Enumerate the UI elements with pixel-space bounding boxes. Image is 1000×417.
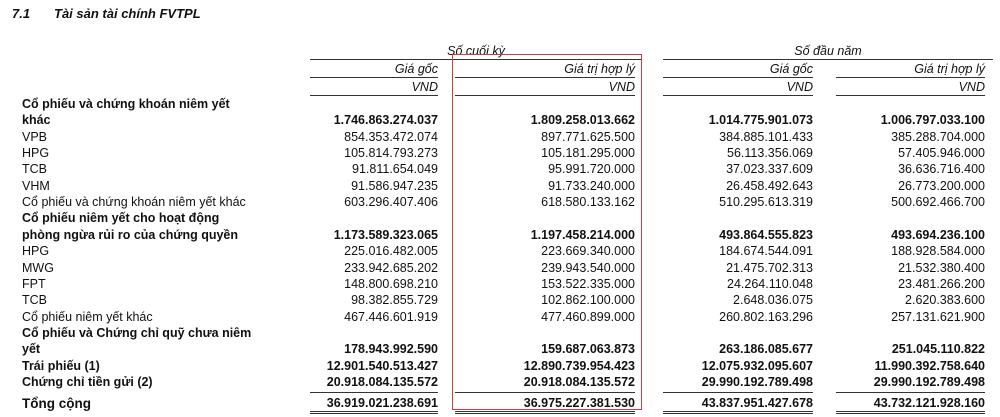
cell-end-cost: 91.586.947.235 — [351, 178, 438, 193]
cell-end-fair-value: 1.809.258.013.662 — [530, 113, 635, 128]
col-underline — [455, 77, 635, 78]
cell-end-fair-value: 239.943.540.000 — [541, 260, 635, 275]
table-row — [0, 229, 1000, 242]
group-underline-start — [663, 59, 993, 60]
row-label: Chứng chỉ tiền gửi (2) — [22, 374, 153, 389]
unit-underline — [455, 95, 635, 96]
cell-start-cost: 29.990.192.789.498 — [701, 374, 813, 389]
cell-start-cost: 1.014.775.901.073 — [708, 113, 813, 128]
cell-end-fair-value: 897.771.625.500 — [541, 129, 635, 144]
total-top-rule — [663, 392, 813, 393]
table-row — [0, 196, 1000, 209]
cell-start-fair-value: 36.636.716.400 — [898, 162, 985, 177]
row-label: yết — [22, 342, 41, 357]
total-label: Tổng cộng — [22, 396, 91, 411]
table-row — [0, 212, 1000, 225]
cell-end-cost: 178.943.992.590 — [344, 342, 438, 357]
col-header-end-fair-value: Giá trị hợp lý — [564, 62, 635, 76]
table-row — [0, 343, 1000, 356]
col-underline — [310, 77, 438, 78]
cell-start-cost: 510.295.613.319 — [719, 195, 813, 210]
cell-start-cost: 21.475.702.313 — [726, 260, 813, 275]
col-header-start-cost: Giá gốc — [769, 62, 813, 76]
cell-end-cost: 225.016.482.005 — [344, 244, 438, 259]
cell-start-cost: 24.264.110.048 — [727, 276, 813, 291]
table-row — [0, 294, 1000, 307]
col-underline — [663, 77, 813, 78]
cell-end-fair-value: 12.890.739.954.423 — [523, 358, 635, 373]
cell-start-fair-value: 1.006.797.033.100 — [880, 113, 985, 128]
cell-end-fair-value: 95.991.720.000 — [548, 162, 635, 177]
unit-label: VND — [608, 80, 635, 94]
cell-start-cost: 37.023.337.609 — [726, 162, 813, 177]
unit-underline — [836, 95, 985, 96]
row-label: phòng ngừa rủi ro của chứng quyền — [22, 227, 239, 242]
table-row — [0, 114, 1000, 127]
cell-start-fair-value: 11.990.392.758.640 — [874, 358, 985, 373]
section-heading — [12, 6, 201, 21]
row-label: HPG — [22, 244, 50, 259]
cell-end-fair-value: 1.197.458.214.000 — [530, 227, 635, 242]
cell-start-fair-value: 385.288.704.000 — [891, 129, 985, 144]
cell-end-cost: 1.746.863.274.037 — [333, 113, 438, 128]
cell-start-cost: 12.075.932.095.607 — [701, 358, 813, 373]
total-start-cost: 43.837.951.427.678 — [701, 396, 813, 410]
total-row — [0, 397, 1000, 410]
row-label: Trái phiếu (1) — [22, 358, 100, 373]
table-row — [0, 147, 1000, 160]
group-underline-end — [310, 59, 642, 60]
cell-end-fair-value: 618.580.133.162 — [541, 195, 635, 210]
cell-end-fair-value: 477.460.899.000 — [541, 309, 635, 324]
cell-end-cost: 603.296.407.406 — [344, 195, 438, 210]
cell-start-fair-value: 493.694.236.100 — [891, 227, 985, 242]
cell-start-cost: 184.674.544.091 — [719, 244, 813, 259]
cell-start-fair-value: 500.692.466.700 — [891, 195, 985, 210]
cell-end-cost: 467.446.601.919 — [344, 309, 438, 324]
cell-end-cost: 1.173.589.323.065 — [333, 227, 438, 242]
cell-end-cost: 854.353.472.074 — [344, 129, 438, 144]
table-row — [0, 262, 1000, 275]
table-row — [0, 311, 1000, 324]
cell-start-cost: 384.885.101.433 — [719, 129, 813, 144]
row-label: MWG — [22, 260, 54, 275]
row-label: VPB — [22, 129, 48, 144]
cell-end-cost: 12.901.540.513.427 — [326, 358, 438, 373]
unit-label: VND — [786, 80, 813, 94]
row-label: VHM — [22, 178, 50, 193]
cell-start-cost: 260.802.163.296 — [719, 309, 813, 324]
table-row — [0, 360, 1000, 373]
cell-start-fair-value: 2.620.383.600 — [905, 293, 985, 308]
row-label: Cổ phiếu và chứng khoán niêm yết — [22, 97, 230, 111]
cell-start-fair-value: 57.405.946.000 — [898, 146, 985, 161]
unit-label: VND — [958, 80, 985, 94]
table-row — [0, 245, 1000, 258]
cell-start-fair-value: 26.773.200.000 — [898, 178, 985, 193]
table-row — [0, 278, 1000, 291]
col-underline — [836, 77, 985, 78]
cell-start-fair-value: 29.990.192.789.498 — [873, 374, 985, 389]
cell-end-cost: 98.382.855.729 — [351, 293, 438, 308]
row-label: TCB — [22, 162, 47, 177]
cell-end-cost: 105.814.793.273 — [344, 146, 438, 161]
cell-start-cost: 263.186.085.677 — [719, 342, 813, 357]
total-double-rule — [663, 411, 813, 414]
cell-end-cost: 91.811.654.049 — [352, 162, 438, 177]
row-label: Cổ phiếu và chứng khoán niêm yết khác — [22, 195, 246, 210]
row-label: Cổ phiếu và Chứng chỉ quỹ chưa niêm — [22, 325, 252, 340]
table-row — [0, 98, 1000, 111]
total-top-rule — [310, 392, 438, 393]
cell-end-cost: 233.942.685.202 — [344, 260, 438, 275]
section-number: 7.1 — [12, 6, 31, 21]
cell-start-cost: 26.458.492.643 — [726, 178, 813, 193]
cell-end-fair-value: 153.522.335.000 — [541, 276, 635, 291]
group-header-end-of-period: Số cuối kỳ — [447, 44, 505, 58]
table-row — [0, 131, 1000, 144]
col-header-end-cost: Giá gốc — [394, 62, 438, 76]
total-top-rule — [455, 392, 635, 393]
cell-start-cost: 2.648.036.075 — [733, 293, 813, 308]
cell-end-cost: 148.800.698.210 — [344, 276, 438, 291]
cell-start-fair-value: 251.045.110.822 — [891, 342, 985, 357]
unit-label: VND — [411, 80, 438, 94]
table-row — [0, 180, 1000, 193]
row-label: TCB — [22, 293, 47, 308]
cell-start-cost: 493.864.555.823 — [719, 227, 813, 242]
cell-end-fair-value: 20.918.084.135.572 — [523, 374, 635, 389]
row-label: Cổ phiếu niêm yết khác — [22, 309, 153, 324]
total-double-rule — [836, 411, 985, 414]
total-end-fair-value: 36.975.227.381.530 — [523, 396, 635, 410]
cell-end-fair-value: 223.669.340.000 — [541, 244, 635, 259]
row-label: Cổ phiếu niêm yết cho hoạt động — [22, 211, 220, 226]
table-row — [0, 163, 1000, 176]
row-label: HPG — [22, 146, 50, 161]
group-header-beginning-of-year: Số đầu năm — [794, 44, 862, 58]
total-end-cost: 36.919.021.238.691 — [326, 396, 438, 410]
cell-end-fair-value: 159.687.063.873 — [541, 342, 635, 357]
row-label: khác — [22, 113, 51, 128]
table-row — [0, 327, 1000, 340]
total-double-rule — [455, 411, 635, 414]
section-title: Tài sản tài chính FVTPL — [54, 6, 201, 21]
unit-underline — [310, 95, 438, 96]
total-double-rule — [310, 411, 438, 414]
col-header-start-fair-value: Giá trị hợp lý — [914, 62, 985, 76]
cell-start-cost: 56.113.356.069 — [727, 146, 813, 161]
cell-end-cost: 20.918.084.135.572 — [326, 374, 438, 389]
cell-start-fair-value: 21.532.380.400 — [898, 260, 985, 275]
cell-start-fair-value: 23.481.266.200 — [898, 276, 985, 291]
unit-underline — [663, 95, 813, 96]
cell-end-fair-value: 91.733.240.000 — [548, 178, 635, 193]
total-start-fair-value: 43.732.121.928.160 — [873, 396, 985, 410]
cell-end-fair-value: 102.862.100.000 — [541, 293, 635, 308]
cell-start-fair-value: 188.928.584.000 — [891, 244, 985, 259]
total-top-rule — [836, 392, 985, 393]
row-label: FPT — [22, 276, 46, 291]
table-row — [0, 376, 1000, 389]
cell-start-fair-value: 257.131.621.900 — [891, 309, 985, 324]
cell-end-fair-value: 105.181.295.000 — [541, 146, 635, 161]
